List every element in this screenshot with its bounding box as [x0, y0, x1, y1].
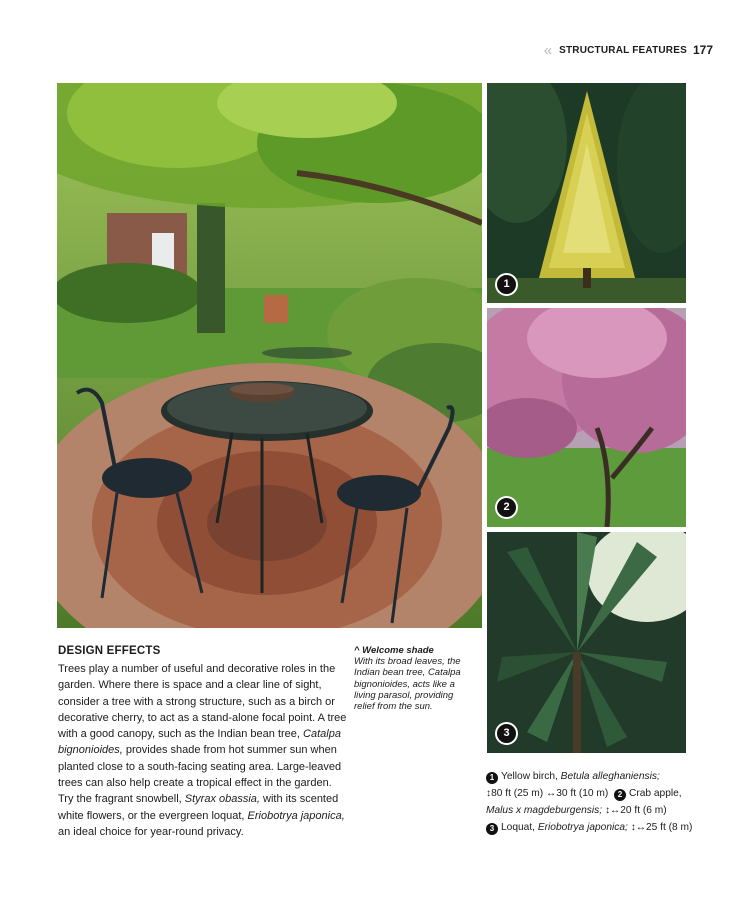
caption-title: ^ Welcome shade	[354, 645, 434, 656]
design-effects-body: Trees play a number of useful and decorative roles in the garden. Where there is space and a clear line of sight, consider a tree with a strong structure, such as a birch or decorative cherry, to act as a stand-alone focal point. A tree with a good canopy, such as the Indian bean tree, Catalpa bignonioides, provides shade from hot summer sun when planted close to a south-facing seating area. Large-leaved trees can also help create a tropical effect in the garden. Try the fragrant snowbell, Styrax obassia, with its scented white flowers, or the evergreen loquat, Eriobotrya japonica, an ideal choice for year-round privacy.	[58, 663, 347, 838]
list-item: ↕80 ft (25 m) ↔30 ft (10 m) 2 Crab apple,	[486, 788, 682, 799]
section-title: STRUCTURAL FEATURES	[559, 44, 687, 56]
photo-caption	[354, 645, 464, 712]
crab-apple-photo	[487, 308, 686, 527]
caption-text: With its broad leaves, the Indian bean tree, Catalpa bignonioides, acts like a living parasol, providing relief from the sun.	[354, 656, 461, 713]
yellow-birch-photo	[487, 83, 686, 303]
list-item: 3 Loquat, Eriobotrya japonica; ↕↔25 ft (8 m)	[486, 819, 726, 836]
design-effects-heading: DESIGN EFFECTS	[58, 645, 161, 657]
running-header	[544, 42, 713, 58]
photo-number-badge: 3	[495, 722, 518, 745]
loquat-photo	[487, 532, 686, 753]
list-item: Malus x magdeburgensis; ↕↔20 ft (6 m)	[486, 805, 667, 816]
chevron-left-icon: «	[543, 41, 550, 59]
plant-list	[486, 768, 726, 836]
page-number: 177	[692, 43, 713, 57]
photo-number-badge: 2	[495, 496, 518, 519]
list-item: 1 Yellow birch, Betula alleghaniensis;	[486, 768, 726, 785]
main-patio-photo	[57, 83, 482, 628]
number-badge: 2	[614, 789, 626, 801]
number-badge: 1	[486, 772, 498, 784]
number-badge: 3	[486, 823, 498, 835]
photo-number-badge: 1	[495, 273, 518, 296]
